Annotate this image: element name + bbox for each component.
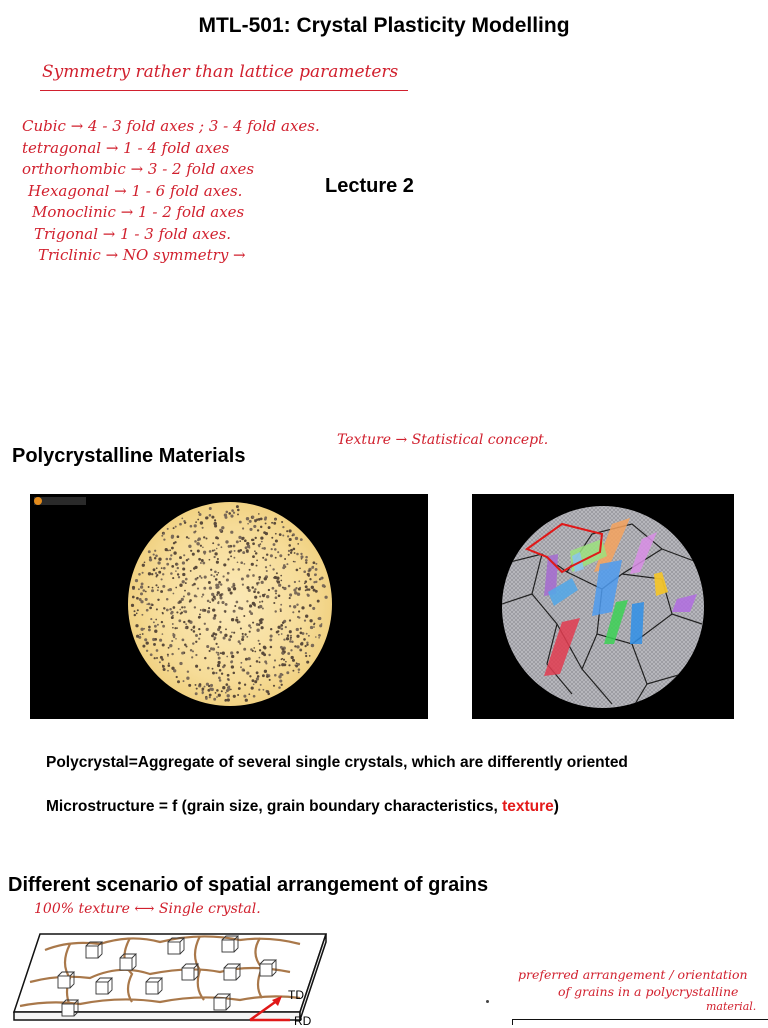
crystal-systems-list — [22, 116, 320, 267]
handnote-underline — [40, 90, 408, 91]
grain-map-graphic — [472, 494, 734, 719]
handnote-preferred — [518, 966, 768, 1014]
watermark-logo — [34, 497, 86, 505]
partial-diagram-edge — [512, 1019, 768, 1025]
list-item: Triclinic → NO symmetry → — [38, 246, 246, 264]
grain-orientation-image — [472, 494, 734, 719]
handnote-single-crystal: 100% texture ⟷ Single crystal. — [34, 901, 261, 917]
rd-label: RD — [294, 1014, 312, 1028]
page-title: MTL-501: Crystal Plasticity Modelling — [198, 14, 570, 37]
section-heading-polycrystalline: Polycrystalline Materials — [12, 445, 246, 467]
texture-highlight: texture — [502, 798, 554, 815]
grain-arrangement-diagram — [0, 920, 360, 1028]
polycrystal-circle-graphic — [30, 494, 428, 719]
list-item: tetragonal → 1 - 4 fold axes — [22, 138, 230, 157]
micro-prefix: Microstructure = f (grain size, grain boundary characteristics, — [46, 798, 503, 815]
list-item: Monoclinic → 1 - 2 fold axes — [32, 203, 245, 221]
polycrystal-definition: Polycrystal=Aggregate of several single crystals, which are differently oriented — [46, 754, 628, 771]
stray-dot — [486, 1000, 489, 1003]
section-heading-spatial: Different scenario of spatial arrangement of grains — [8, 874, 489, 896]
grain-dots-image — [30, 494, 428, 719]
list-item: Cubic → 4 - 3 fold axes ; 3 - 4 fold axes. — [22, 117, 320, 135]
microstructure-definition — [46, 798, 559, 816]
handnote-preferred-line2: of grains in a polycrystalline — [558, 984, 739, 999]
list-item: Trigonal → 1 - 3 fold axes. — [34, 224, 232, 243]
micro-suffix: ) — [553, 798, 559, 815]
list-item: orthorhombic → 3 - 2 fold axes — [22, 160, 255, 178]
handnote-heading: Symmetry rather than lattice parameters — [42, 62, 399, 82]
td-label: TD — [288, 988, 304, 1002]
handnote-texture: Texture → Statistical concept. — [337, 432, 549, 448]
handnote-preferred-line3: material. — [706, 1000, 757, 1013]
handnote-preferred-line1: preferred arrangement / orientation — [518, 967, 748, 982]
lecture-label: Lecture 2 — [325, 175, 414, 197]
list-item: Hexagonal → 1 - 6 fold axes. — [28, 181, 243, 200]
